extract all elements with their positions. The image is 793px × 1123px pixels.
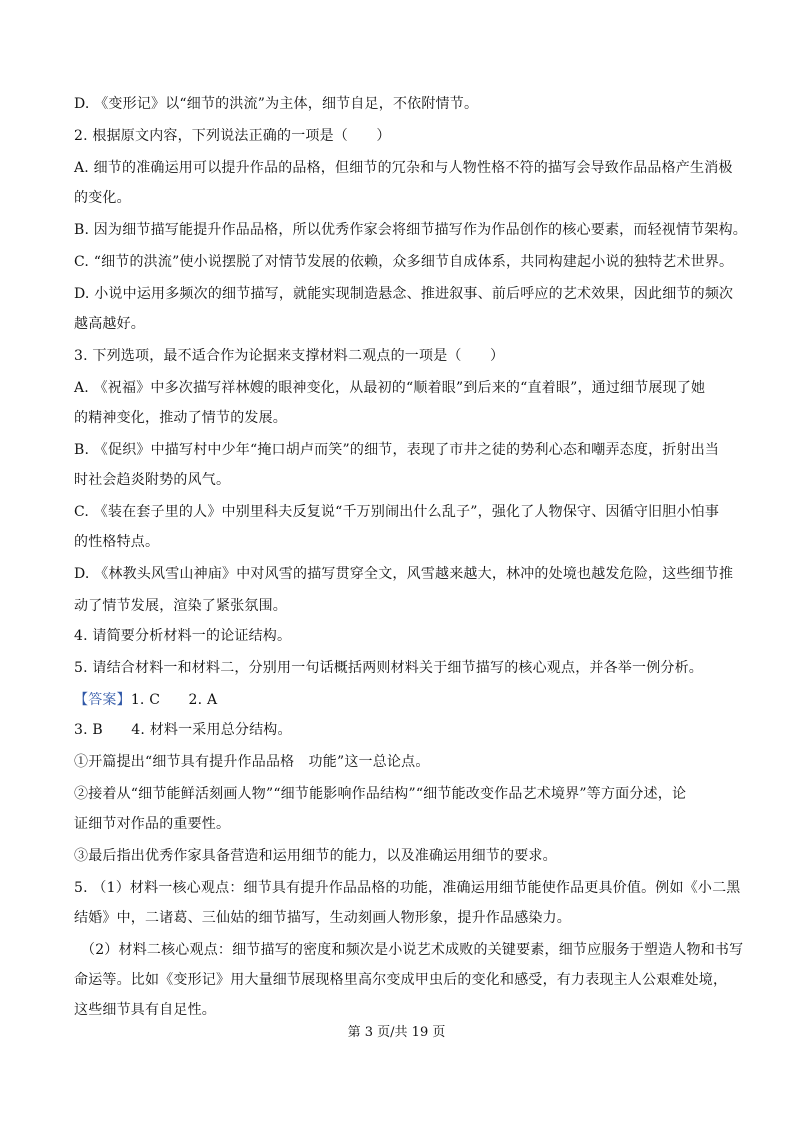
question-5: 5. 请结合材料一和材料二，分别用一句话概括两则材料关于细节描写的核心观点，并各举一例分析。 [74, 660, 704, 676]
page-number: 第 3 页/共 19 页 [347, 1025, 446, 1040]
answer-1-2: 1. C 2. A [130, 692, 218, 708]
answer-5-part-2: （2）材料二核心观点：细节描写的密度和频次是小说艺术成败的关键要素，细节应服务于塑造人物和书写 [81, 942, 744, 958]
question-2: 2. 根据原文内容，下列说法正确的一项是（ ） [74, 128, 391, 144]
q3-option-a: A. 《祝福》中多次描写祥林嫂的眼神变化，从最初的“顺着眼”到后来的“直着眼”，通过细节展现了她 [74, 380, 706, 396]
q2-option-d-cont: 越高越好。 [74, 316, 145, 332]
q2-option-a: A. 细节的准确运用可以提升作品的品格，但细节的冗杂和与人物性格不符的描写会导致作品品格产生消极 [74, 160, 733, 176]
question-4: 4. 请简要分析材料一的论证结构。 [74, 628, 292, 644]
answer-5-part-2-cont: 命运等。比如《变形记》用大量细节展现格里高尔变成甲虫后的变化和感受，有力表现主人公艰难处境， [74, 972, 728, 988]
q3-option-c-cont: 的性格特点。 [74, 534, 160, 550]
q2-option-d: D. 小说中运用多频次的细节描写，就能实现制造悬念、推进叙事、前后呼应的艺术效果，因此细节的频次 [74, 286, 734, 302]
answer-4-point-2: ②接着从“细节能鲜活刻画人物”“细节能影响作品结构”“细节能改变作品艺术境界”等方面分述，论 [74, 786, 687, 802]
q3-option-b: B. 《促织》中描写村中少年“掩口胡卢而笑”的细节，表现了市井之徒的势利心态和嘲弄态度，折射出当 [74, 442, 720, 458]
answer-4-point-2-cont: 证细节对作品的重要性。 [74, 816, 231, 832]
answer-tag: 【答案】 [74, 692, 131, 708]
q3-option-d: D. 《林教头风雪山神庙》中对风雪的描写贯穿全文，风雪越来越大，林冲的处境也越发危险，这些细节推 [74, 566, 734, 582]
q3-option-c: C. 《装在套子里的人》中别里科夫反复说“千万别闹出什么乱子”，强化了人物保守、因循守旧胆小怕事 [74, 504, 720, 520]
answer-line-1 [74, 690, 217, 710]
answer-4-point-1: ①开篇提出“细节具有提升作品品格 功能”这一总论点。 [74, 754, 430, 770]
answer-3-4: 3. B 4. 材料一采用总分结构。 [74, 722, 292, 738]
q2-option-b: B. 因为细节描写能提升作品品格，所以优秀作家会将细节描写作为作品创作的核心要素，而轻视情节架构。 [74, 222, 747, 238]
answer-5-part-2-end: 这些细节具有自足性。 [74, 1002, 216, 1018]
q2-option-c: C. “细节的洪流”使小说摆脱了对情节发展的依赖，众多细节自成体系，共同构建起小说的独特艺术世界。 [74, 254, 734, 270]
q3-option-b-cont: 时社会趋炎附势的风气。 [74, 472, 231, 488]
q3-option-d-cont: 动了情节发展，渲染了紧张氛围。 [74, 598, 287, 614]
q2-option-a-cont: 的变化。 [74, 190, 131, 206]
q3-option-a-cont: 的精神变化，推动了情节的发展。 [74, 410, 287, 426]
answer-4-point-3: ③最后指出优秀作家具备营造和运用细节的能力，以及准确运用细节的要求。 [74, 848, 557, 864]
question-3: 3. 下列选项，最不适合作为论据来支撑材料二观点的一项是（ ） [74, 348, 505, 364]
answer-5-part-1-cont: 结婚》中，二诸葛、三仙姑的细节描写，生动刻画人物形象，提升作品感染力。 [74, 910, 571, 926]
option-d-q1: D. 《变形记》以“细节的洪流”为主体，细节自足，不依附情节。 [74, 96, 479, 112]
answer-5-part-1: 5. （1）材料一核心观点：细节具有提升作品品格的功能，准确运用细节能使作品更具价值。例如《小二黑 [74, 880, 741, 896]
